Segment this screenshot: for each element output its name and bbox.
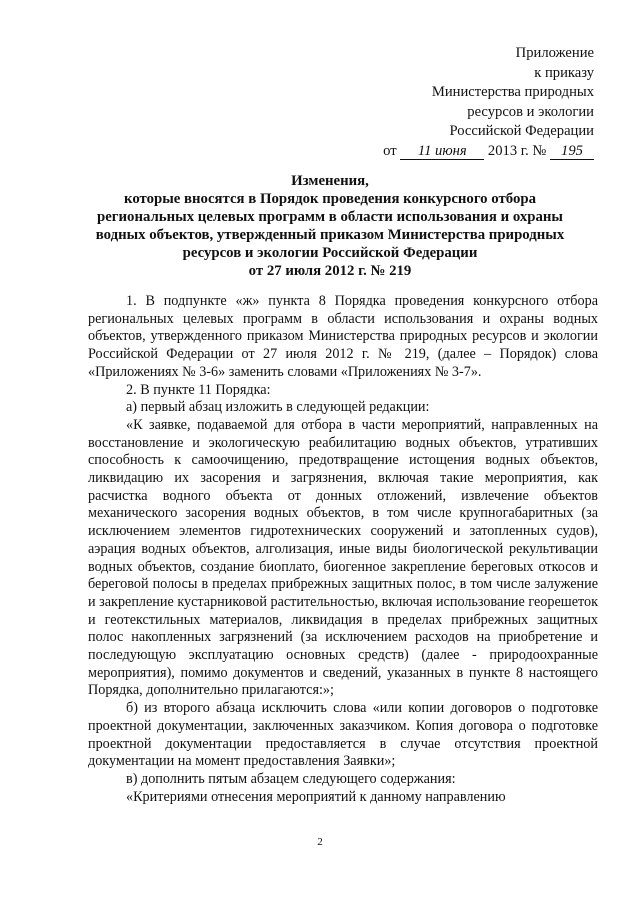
number-sign: № bbox=[532, 142, 547, 159]
paragraph: «К заявке, подаваемой для отбора в части мероприятий, направленных на восстановление и экологическую реабилитацию водных объектов, утративших способность к самоочищению, предотвращение истощения водных объектов, ликвидацию их засорения и загрязнения, включая такие мероприятия, как расчистка водного объекта от донных отложений, извлечение объектов механического засорения водных объектов, в том числе крупногабаритных (за исключением элементов гидротехнических сооружений и затопленных судов), аэрация водных объектов, алголизация, иные виды биологической рекультивации водных объектов, создание биоплато, биогенное закрепление береговых откосов и береговой полосы в пределах прибрежных защитных полос, в том числе залужение и закрепление кустарниковой растительностью, включая использование георешеток и геотекстильных материалов, ликвидация в пределах прибрежных защитных полос накопленных загрязнений (за исключением расходов на приобретение и последующую эксплуатацию основных средств) (далее - природоохранные мероприятия), помимо документов и сведений, указанных в пункте 8 настоящего Порядка, дополнительно прилагаются:»; bbox=[88, 416, 598, 699]
appendix-line: Приложение bbox=[515, 45, 594, 61]
order-number: 195 bbox=[550, 144, 594, 160]
date-prefix: от bbox=[383, 142, 397, 159]
paragraph: 2. В пункте 11 Порядка: bbox=[126, 381, 271, 398]
paragraph: в) дополнить пятым абзацем следующего содержания: bbox=[126, 770, 456, 787]
appendix-line: Российской Федерации bbox=[449, 123, 594, 139]
order-date-day: 11 июня bbox=[400, 144, 484, 160]
appendix-line: ресурсов и экологии bbox=[467, 103, 594, 120]
appendix-line: Министерства природных bbox=[431, 84, 594, 100]
paragraph: а) первый абзац изложить в следующей редакции: bbox=[126, 399, 430, 416]
paragraph: 1. В подпункте «ж» пункта 8 Порядка проведения конкурсного отбора региональных целевых программ в области использования и охраны водных объектов, утвержденного приказом Министерства природных ресурсов и экологии Российской Федерации от 27 июля 2012 г. № 219, (далее – Порядок) слова «Приложениях № 3-6» заменить словами «Приложениях № 3-7». bbox=[88, 293, 598, 380]
document-heading bbox=[80, 172, 580, 280]
paragraph: «Критериями отнесения мероприятий к данному направлению bbox=[126, 788, 506, 805]
heading-line: водных объектов, утвержденный приказом Министерства природных bbox=[95, 227, 565, 243]
paragraph: б) из второго абзаца исключить слова «или копии договоров о подготовке проектной документации, заключенных заказчиком. Копия договора о подготовке проектной документации предоставляется в случае отсутствия проектной документации на момент предоставления Заявки»; bbox=[88, 700, 598, 770]
heading-line: которые вносятся в Порядок проведения конкурсного отбора bbox=[123, 191, 536, 207]
document-body bbox=[88, 293, 598, 806]
heading-line: ресурсов и экологии Российской Федерации bbox=[182, 245, 478, 261]
page-number: 2 bbox=[317, 836, 323, 848]
order-date-line bbox=[383, 142, 594, 162]
appendix-line: к приказу bbox=[534, 64, 594, 81]
heading-line: от 27 июля 2012 г. № 219 bbox=[248, 263, 412, 279]
order-date-year: 2013 г. bbox=[487, 142, 529, 159]
heading-title: Изменения, bbox=[291, 173, 369, 189]
heading-line: региональных целевых программ в области использования и охраны bbox=[97, 209, 563, 225]
appendix-block bbox=[383, 44, 594, 161]
